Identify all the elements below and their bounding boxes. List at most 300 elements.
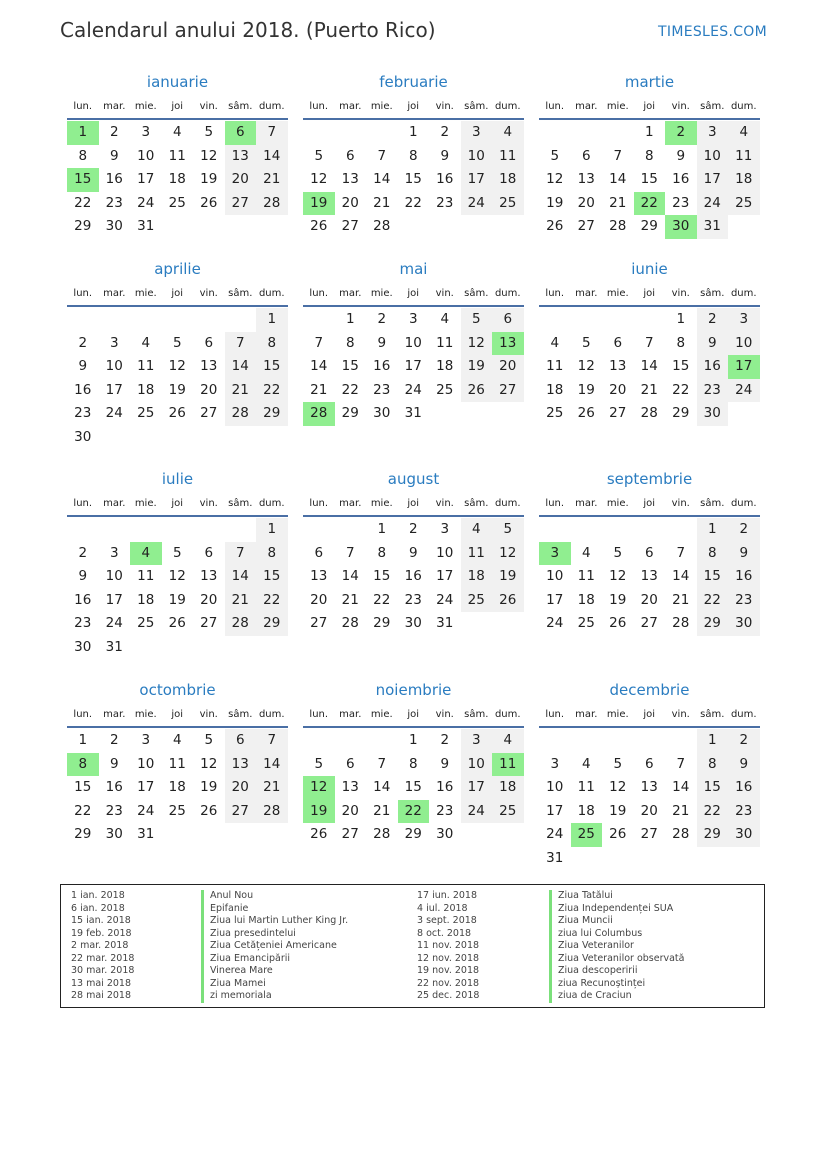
day-cell[interactable]: 6 xyxy=(204,334,214,351)
day-cell[interactable]: 27 xyxy=(225,192,257,216)
day-cell[interactable]: 9 xyxy=(728,542,760,566)
day-cell[interactable]: 16 xyxy=(436,171,454,188)
day-cell[interactable]: 26 xyxy=(310,826,328,843)
day-cell[interactable]: 14 xyxy=(640,358,658,375)
day-cell[interactable]: 15 xyxy=(697,776,729,800)
day-cell[interactable]: 21 xyxy=(640,381,658,398)
day-cell[interactable]: 21 xyxy=(672,591,690,608)
day-cell[interactable]: 22 xyxy=(373,591,391,608)
day-cell[interactable]: 6 xyxy=(581,147,591,164)
day-cell[interactable]: 2 xyxy=(78,544,88,561)
day-cell[interactable]: 28 xyxy=(256,192,288,216)
day-cell[interactable]: 22 xyxy=(256,379,288,403)
day-cell[interactable]: 8 xyxy=(644,147,654,164)
day-cell[interactable]: 31 xyxy=(105,638,123,655)
day-cell[interactable]: 6 xyxy=(225,729,257,753)
day-cell[interactable]: 22 xyxy=(697,589,729,613)
day-cell[interactable]: 14 xyxy=(373,171,391,188)
day-cell[interactable]: 18 xyxy=(577,802,595,819)
day-cell[interactable]: 10 xyxy=(546,779,564,796)
day-cell[interactable]: 2 xyxy=(109,124,119,140)
day-cell[interactable]: 22 xyxy=(341,381,359,398)
day-cell[interactable]: 29 xyxy=(672,405,690,422)
day-cell[interactable]: 10 xyxy=(697,145,729,169)
day-cell[interactable]: 15 xyxy=(373,568,391,585)
day-cell[interactable]: 25 xyxy=(461,589,493,613)
day-cell[interactable]: 6 xyxy=(644,544,654,561)
day-cell[interactable]: 12 xyxy=(546,171,564,188)
day-cell[interactable]: 11 xyxy=(436,334,454,351)
day-cell[interactable]: 27 xyxy=(341,218,359,235)
day-cell[interactable]: 12 xyxy=(609,568,627,585)
day-cell[interactable]: 4 xyxy=(581,544,591,561)
day-cell[interactable]: 27 xyxy=(341,826,359,843)
day-cell[interactable]: 9 xyxy=(377,334,387,351)
day-cell[interactable]: 15 xyxy=(404,779,422,796)
day-cell[interactable]: 8 xyxy=(256,542,288,566)
day-cell[interactable]: 26 xyxy=(609,615,627,632)
day-cell[interactable]: 29 xyxy=(640,218,658,235)
day-cell[interactable]: 9 xyxy=(109,755,119,772)
day-cell[interactable]: 14 xyxy=(310,358,328,375)
day-cell[interactable]: 30 xyxy=(105,826,123,843)
day-cell[interactable]: 13 xyxy=(640,779,658,796)
day-cell[interactable]: 16 xyxy=(74,381,92,398)
day-cell[interactable]: 11 xyxy=(168,147,186,164)
day-cell[interactable]: 14 xyxy=(225,355,257,379)
day-cell[interactable]: 20 xyxy=(640,591,658,608)
day-cell[interactable]: 29 xyxy=(373,615,391,632)
day-cell[interactable]: 23 xyxy=(105,194,123,211)
day-cell[interactable]: 15 xyxy=(341,358,359,375)
day-cell[interactable]: 27 xyxy=(640,826,658,843)
day-cell[interactable]: 1 xyxy=(345,311,355,327)
day-cell[interactable]: 19 xyxy=(168,591,186,608)
day-cell[interactable]: 21 xyxy=(373,194,391,211)
day-cell[interactable]: 9 xyxy=(728,753,760,777)
day-cell[interactable]: 28 xyxy=(341,615,359,632)
day-cell[interactable]: 17 xyxy=(137,779,155,796)
day-cell[interactable]: 14 xyxy=(225,565,257,589)
day-cell[interactable]: 26 xyxy=(200,194,218,211)
day-cell[interactable]: 7 xyxy=(676,755,686,772)
day-cell[interactable]: 19 xyxy=(609,802,627,819)
day-cell[interactable]: 17 xyxy=(404,358,422,375)
day-cell[interactable]: 2 xyxy=(665,121,697,145)
day-cell[interactable]: 21 xyxy=(609,194,627,211)
day-cell[interactable]: 24 xyxy=(461,800,493,824)
day-cell[interactable]: 8 xyxy=(697,753,729,777)
day-cell[interactable]: 16 xyxy=(672,171,690,188)
day-cell[interactable]: 7 xyxy=(225,542,257,566)
day-cell[interactable]: 23 xyxy=(74,615,92,632)
day-cell[interactable]: 30 xyxy=(74,428,92,445)
day-cell[interactable]: 24 xyxy=(404,381,422,398)
day-cell[interactable]: 19 xyxy=(546,194,564,211)
day-cell[interactable]: 29 xyxy=(697,612,729,636)
day-cell[interactable]: 16 xyxy=(74,591,92,608)
day-cell[interactable]: 30 xyxy=(74,638,92,655)
day-cell[interactable]: 22 xyxy=(74,802,92,819)
day-cell[interactable]: 25 xyxy=(137,615,155,632)
day-cell[interactable]: 14 xyxy=(256,753,288,777)
day-cell[interactable]: 13 xyxy=(200,358,218,375)
day-cell[interactable]: 26 xyxy=(577,405,595,422)
day-cell[interactable]: 21 xyxy=(373,802,391,819)
day-cell[interactable]: 18 xyxy=(168,779,186,796)
day-cell[interactable]: 27 xyxy=(492,379,524,403)
day-cell[interactable]: 11 xyxy=(577,568,595,585)
day-cell[interactable]: 10 xyxy=(461,753,493,777)
day-cell[interactable]: 18 xyxy=(577,591,595,608)
day-cell[interactable]: 6 xyxy=(225,121,257,145)
day-cell[interactable]: 8 xyxy=(697,542,729,566)
day-cell[interactable]: 27 xyxy=(225,800,257,824)
day-cell[interactable]: 9 xyxy=(440,147,450,164)
day-cell[interactable]: 22 xyxy=(634,192,666,216)
day-cell[interactable]: 16 xyxy=(404,568,422,585)
day-cell[interactable]: 19 xyxy=(200,779,218,796)
day-cell[interactable]: 9 xyxy=(109,147,119,164)
day-cell[interactable]: 1 xyxy=(644,124,654,140)
day-cell[interactable]: 23 xyxy=(436,194,454,211)
day-cell[interactable]: 18 xyxy=(492,776,524,800)
day-cell[interactable]: 30 xyxy=(436,826,454,843)
day-cell[interactable]: 21 xyxy=(225,589,257,613)
day-cell[interactable]: 24 xyxy=(728,379,760,403)
day-cell[interactable]: 11 xyxy=(546,358,564,375)
day-cell[interactable]: 3 xyxy=(550,755,560,772)
day-cell[interactable]: 4 xyxy=(492,729,524,753)
day-cell[interactable]: 23 xyxy=(728,589,760,613)
day-cell[interactable]: 24 xyxy=(105,615,123,632)
day-cell[interactable]: 8 xyxy=(408,147,418,164)
day-cell[interactable]: 20 xyxy=(577,194,595,211)
day-cell[interactable]: 25 xyxy=(168,802,186,819)
day-cell[interactable]: 16 xyxy=(373,358,391,375)
day-cell[interactable]: 13 xyxy=(640,568,658,585)
day-cell[interactable]: 2 xyxy=(440,124,450,140)
day-cell[interactable]: 5 xyxy=(314,147,324,164)
day-cell[interactable]: 7 xyxy=(345,544,355,561)
day-cell[interactable]: 31 xyxy=(137,218,155,235)
day-cell[interactable]: 15 xyxy=(404,171,422,188)
day-cell[interactable]: 15 xyxy=(256,565,288,589)
day-cell[interactable]: 2 xyxy=(728,518,760,542)
day-cell[interactable]: 11 xyxy=(137,358,155,375)
brand-link[interactable]: TIMESLES.COM xyxy=(658,24,767,40)
day-cell[interactable]: 3 xyxy=(440,521,450,537)
day-cell[interactable]: 7 xyxy=(225,332,257,356)
day-cell[interactable]: 4 xyxy=(728,121,760,145)
day-cell[interactable]: 14 xyxy=(672,779,690,796)
day-cell[interactable]: 5 xyxy=(172,334,182,351)
day-cell[interactable]: 21 xyxy=(225,379,257,403)
day-cell[interactable]: 20 xyxy=(310,591,328,608)
day-cell[interactable]: 26 xyxy=(492,589,524,613)
day-cell[interactable]: 13 xyxy=(492,332,524,356)
day-cell[interactable]: 7 xyxy=(613,147,623,164)
day-cell[interactable]: 25 xyxy=(168,194,186,211)
day-cell[interactable]: 5 xyxy=(314,755,324,772)
day-cell[interactable]: 6 xyxy=(644,755,654,772)
day-cell[interactable]: 23 xyxy=(672,194,690,211)
day-cell[interactable]: 20 xyxy=(225,168,257,192)
day-cell[interactable]: 8 xyxy=(377,544,387,561)
day-cell[interactable]: 9 xyxy=(408,544,418,561)
day-cell[interactable]: 4 xyxy=(492,121,524,145)
day-cell[interactable]: 10 xyxy=(137,755,155,772)
day-cell[interactable]: 2 xyxy=(109,732,119,748)
day-cell[interactable]: 9 xyxy=(676,147,686,164)
day-cell[interactable]: 20 xyxy=(341,194,359,211)
day-cell[interactable]: 22 xyxy=(697,800,729,824)
day-cell[interactable]: 29 xyxy=(74,826,92,843)
day-cell[interactable]: 2 xyxy=(440,732,450,748)
day-cell[interactable]: 3 xyxy=(141,732,151,748)
day-cell[interactable]: 9 xyxy=(78,568,88,585)
day-cell[interactable]: 4 xyxy=(550,334,560,351)
day-cell[interactable]: 12 xyxy=(303,776,335,800)
day-cell[interactable]: 4 xyxy=(141,334,151,351)
day-cell[interactable]: 24 xyxy=(137,802,155,819)
day-cell[interactable]: 15 xyxy=(672,358,690,375)
day-cell[interactable]: 8 xyxy=(256,332,288,356)
day-cell[interactable]: 2 xyxy=(697,308,729,332)
day-cell[interactable]: 13 xyxy=(577,171,595,188)
day-cell[interactable]: 22 xyxy=(672,381,690,398)
day-cell[interactable]: 26 xyxy=(546,218,564,235)
day-cell[interactable]: 25 xyxy=(492,192,524,216)
day-cell[interactable]: 11 xyxy=(461,542,493,566)
day-cell[interactable]: 22 xyxy=(256,589,288,613)
day-cell[interactable]: 16 xyxy=(697,355,729,379)
day-cell[interactable]: 15 xyxy=(256,355,288,379)
day-cell[interactable]: 28 xyxy=(672,615,690,632)
day-cell[interactable]: 27 xyxy=(609,405,627,422)
day-cell[interactable]: 14 xyxy=(341,568,359,585)
day-cell[interactable]: 16 xyxy=(105,171,123,188)
day-cell[interactable]: 19 xyxy=(303,800,335,824)
day-cell[interactable]: 29 xyxy=(256,402,288,426)
day-cell[interactable]: 20 xyxy=(225,776,257,800)
day-cell[interactable]: 7 xyxy=(644,334,654,351)
day-cell[interactable]: 29 xyxy=(697,823,729,847)
day-cell[interactable]: 25 xyxy=(137,405,155,422)
day-cell[interactable]: 28 xyxy=(672,826,690,843)
day-cell[interactable]: 8 xyxy=(676,334,686,351)
day-cell[interactable]: 5 xyxy=(550,147,560,164)
day-cell[interactable]: 2 xyxy=(408,521,418,537)
day-cell[interactable]: 21 xyxy=(256,776,288,800)
day-cell[interactable]: 30 xyxy=(728,612,760,636)
day-cell[interactable]: 18 xyxy=(728,168,760,192)
day-cell[interactable]: 18 xyxy=(492,168,524,192)
day-cell[interactable]: 3 xyxy=(697,121,729,145)
day-cell[interactable]: 23 xyxy=(74,405,92,422)
day-cell[interactable]: 17 xyxy=(105,591,123,608)
day-cell[interactable]: 20 xyxy=(341,802,359,819)
day-cell[interactable]: 3 xyxy=(728,308,760,332)
day-cell[interactable]: 6 xyxy=(345,147,355,164)
day-cell[interactable]: 16 xyxy=(728,776,760,800)
day-cell[interactable]: 20 xyxy=(640,802,658,819)
day-cell[interactable]: 30 xyxy=(404,615,422,632)
day-cell[interactable]: 12 xyxy=(200,147,218,164)
day-cell[interactable]: 14 xyxy=(609,171,627,188)
day-cell[interactable]: 10 xyxy=(404,334,422,351)
day-cell[interactable]: 20 xyxy=(200,381,218,398)
day-cell[interactable]: 16 xyxy=(728,565,760,589)
day-cell[interactable]: 1 xyxy=(697,729,729,753)
day-cell[interactable]: 18 xyxy=(436,358,454,375)
day-cell[interactable]: 27 xyxy=(577,218,595,235)
day-cell[interactable]: 15 xyxy=(640,171,658,188)
day-cell[interactable]: 2 xyxy=(728,729,760,753)
day-cell[interactable]: 7 xyxy=(256,121,288,145)
day-cell[interactable]: 1 xyxy=(67,121,99,145)
day-cell[interactable]: 17 xyxy=(105,381,123,398)
day-cell[interactable]: 2 xyxy=(377,311,387,327)
day-cell[interactable]: 31 xyxy=(697,215,729,239)
day-cell[interactable]: 13 xyxy=(310,568,328,585)
day-cell[interactable]: 18 xyxy=(168,171,186,188)
day-cell[interactable]: 5 xyxy=(204,732,214,748)
day-cell[interactable]: 24 xyxy=(436,591,454,608)
day-cell[interactable]: 24 xyxy=(105,405,123,422)
day-cell[interactable]: 5 xyxy=(581,334,591,351)
day-cell[interactable]: 24 xyxy=(697,192,729,216)
day-cell[interactable]: 6 xyxy=(204,544,214,561)
day-cell[interactable]: 20 xyxy=(609,381,627,398)
day-cell[interactable]: 31 xyxy=(137,826,155,843)
day-cell[interactable]: 28 xyxy=(256,800,288,824)
day-cell[interactable]: 11 xyxy=(137,568,155,585)
day-cell[interactable]: 20 xyxy=(200,591,218,608)
day-cell[interactable]: 12 xyxy=(492,542,524,566)
day-cell[interactable]: 6 xyxy=(613,334,623,351)
day-cell[interactable]: 18 xyxy=(461,565,493,589)
day-cell[interactable]: 18 xyxy=(546,381,564,398)
day-cell[interactable]: 23 xyxy=(697,379,729,403)
day-cell[interactable]: 7 xyxy=(377,755,387,772)
day-cell[interactable]: 10 xyxy=(436,544,454,561)
day-cell[interactable]: 19 xyxy=(461,355,493,379)
day-cell[interactable]: 14 xyxy=(256,145,288,169)
day-cell[interactable]: 24 xyxy=(546,826,564,843)
day-cell[interactable]: 23 xyxy=(436,802,454,819)
day-cell[interactable]: 17 xyxy=(461,776,493,800)
day-cell[interactable]: 21 xyxy=(256,168,288,192)
day-cell[interactable]: 23 xyxy=(728,800,760,824)
day-cell[interactable]: 25 xyxy=(571,823,603,847)
day-cell[interactable]: 18 xyxy=(137,381,155,398)
day-cell[interactable]: 7 xyxy=(256,729,288,753)
day-cell[interactable]: 22 xyxy=(74,194,92,211)
day-cell[interactable]: 6 xyxy=(345,755,355,772)
day-cell[interactable]: 15 xyxy=(697,565,729,589)
day-cell[interactable]: 14 xyxy=(373,779,391,796)
day-cell[interactable]: 27 xyxy=(640,615,658,632)
day-cell[interactable]: 28 xyxy=(303,402,335,426)
day-cell[interactable]: 4 xyxy=(172,124,182,140)
day-cell[interactable]: 30 xyxy=(373,405,391,422)
day-cell[interactable]: 27 xyxy=(310,615,328,632)
day-cell[interactable]: 23 xyxy=(105,802,123,819)
day-cell[interactable]: 3 xyxy=(141,124,151,140)
day-cell[interactable]: 4 xyxy=(440,311,450,327)
day-cell[interactable]: 25 xyxy=(436,381,454,398)
day-cell[interactable]: 29 xyxy=(404,826,422,843)
day-cell[interactable]: 19 xyxy=(492,565,524,589)
day-cell[interactable]: 16 xyxy=(105,779,123,796)
day-cell[interactable]: 28 xyxy=(225,402,257,426)
day-cell[interactable]: 10 xyxy=(461,145,493,169)
day-cell[interactable]: 29 xyxy=(341,405,359,422)
day-cell[interactable]: 22 xyxy=(404,194,422,211)
day-cell[interactable]: 23 xyxy=(373,381,391,398)
day-cell[interactable]: 12 xyxy=(168,568,186,585)
day-cell[interactable]: 19 xyxy=(577,381,595,398)
day-cell[interactable]: 8 xyxy=(78,147,88,164)
day-cell[interactable]: 26 xyxy=(461,379,493,403)
day-cell[interactable]: 6 xyxy=(314,544,324,561)
day-cell[interactable]: 25 xyxy=(492,800,524,824)
day-cell[interactable]: 30 xyxy=(697,402,729,426)
day-cell[interactable]: 1 xyxy=(256,308,288,332)
day-cell[interactable]: 26 xyxy=(168,615,186,632)
day-cell[interactable]: 3 xyxy=(461,121,493,145)
day-cell[interactable]: 9 xyxy=(440,755,450,772)
day-cell[interactable]: 28 xyxy=(373,218,391,235)
day-cell[interactable]: 8 xyxy=(67,753,99,777)
day-cell[interactable]: 17 xyxy=(436,568,454,585)
day-cell[interactable]: 31 xyxy=(436,615,454,632)
day-cell[interactable]: 12 xyxy=(577,358,595,375)
day-cell[interactable]: 11 xyxy=(492,753,524,777)
day-cell[interactable]: 19 xyxy=(200,171,218,188)
day-cell[interactable]: 20 xyxy=(492,355,524,379)
day-cell[interactable]: 28 xyxy=(609,218,627,235)
day-cell[interactable]: 28 xyxy=(640,405,658,422)
day-cell[interactable]: 19 xyxy=(168,381,186,398)
day-cell[interactable]: 17 xyxy=(546,591,564,608)
day-cell[interactable]: 5 xyxy=(204,124,214,140)
day-cell[interactable]: 10 xyxy=(137,147,155,164)
day-cell[interactable]: 5 xyxy=(613,544,623,561)
day-cell[interactable]: 3 xyxy=(539,542,571,566)
day-cell[interactable]: 7 xyxy=(377,147,387,164)
day-cell[interactable]: 21 xyxy=(341,591,359,608)
day-cell[interactable]: 7 xyxy=(676,544,686,561)
day-cell[interactable]: 28 xyxy=(373,826,391,843)
day-cell[interactable]: 22 xyxy=(398,800,430,824)
day-cell[interactable]: 3 xyxy=(109,334,119,351)
day-cell[interactable]: 16 xyxy=(436,779,454,796)
day-cell[interactable]: 24 xyxy=(546,615,564,632)
day-cell[interactable]: 13 xyxy=(225,753,257,777)
day-cell[interactable]: 1 xyxy=(78,732,88,748)
day-cell[interactable]: 27 xyxy=(200,615,218,632)
day-cell[interactable]: 3 xyxy=(408,311,418,327)
day-cell[interactable]: 26 xyxy=(310,218,328,235)
day-cell[interactable]: 29 xyxy=(74,218,92,235)
day-cell[interactable]: 24 xyxy=(137,194,155,211)
day-cell[interactable]: 13 xyxy=(200,568,218,585)
day-cell[interactable]: 30 xyxy=(728,823,760,847)
day-cell[interactable]: 1 xyxy=(408,732,418,748)
day-cell[interactable]: 31 xyxy=(546,849,564,866)
